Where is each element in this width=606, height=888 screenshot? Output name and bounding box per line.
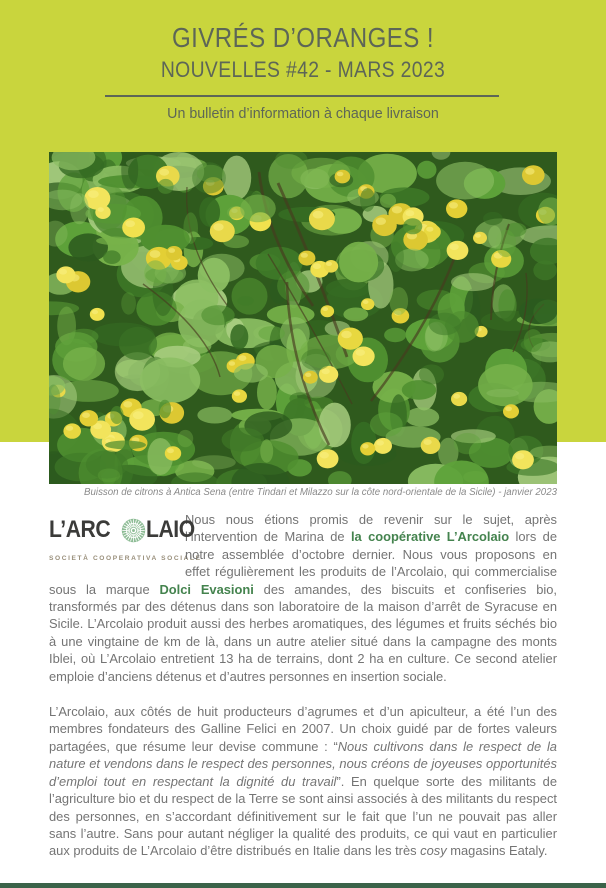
- logo-text-left: L’ARC: [49, 516, 111, 544]
- issue-line: NOUVELLES #42 - MARS 2023: [160, 57, 446, 82]
- logo-text-right: LAIO: [145, 516, 195, 544]
- tagline: Un bulletin d’information à chaque livraison: [167, 105, 439, 122]
- article-body: [49, 511, 557, 878]
- footer-bar: [0, 883, 606, 888]
- lemon-bush-photo: [49, 152, 557, 484]
- arcolaio-logo-wordmark: [49, 513, 195, 547]
- page-title: GIVRÉS D’ORANGES !: [172, 22, 434, 53]
- mandala-sun-icon: [120, 517, 147, 544]
- masthead: [0, 22, 606, 83]
- paragraph-2: L’Arcolaio, aux côtés de huit producteurs d’agrumes et d’un apiculteur, a été l’un des membres fondateurs des Galline Felici en 2007. Un choix guidé par de fortes valeurs partagées, que résume leur devise commune : “Nous cultivons dans le respect de la nature et vendons dans le respect des personnes, nous créons de joyeuses opportunités d’emploi tout en respectant la dignité du travail”. En quelque sorte des militants de l’agriculture bio et du respect de la Terre se sont ainsi associés à des militants du respect des personnes, en s’accordant définitivement sur le fait que l’un ne pouvait pas aller sans l’autre. Sans pour autant négliger la qualité des produits, ce qui vaut en particulier aux produits de L’Arcolaio d’être distribués en Italie dans les très cosy magasins Eataly.: [49, 704, 557, 859]
- paragraph-1: Nous nous étions promis de revenir sur le sujet, après l’intervention de Marina de la coopérative L’Arcolaio lors de notre assemblée d’octobre dernier. Nous vous proposons en effet régulièrement les produits de l’Arcolaio, qui commercialise sous la marque Dolci Evasioni des amandes, des biscuits et confiseries bio, transformés par des détenus dans son laboratoire de la maison d’arrêt de Syracuse en Sicile. L’Arcolaio produit aussi des herbes aromatiques, des légumes et fruits séchés bio à une vingtaine de km de là, dans un autre atelier situé dans la campagne des monts Iblei, où L’Arcolaio entretient 13 ha de terrains, dont 2 ha en culture. Ce second atelier emploie d’anciens détenus et d’autres personnes en insertion sociale.: [49, 512, 557, 684]
- masthead-divider: [105, 95, 499, 97]
- photo-caption: Buisson de citrons à Antica Sena (entre Tindari et Milazzo sur la côte nord-orientale de la Sicile) - janvier 2023: [84, 487, 558, 498]
- arcolaio-logo: [49, 513, 202, 563]
- logo-subtitle: SOCIETÀ COOPERATIVA SOCIALE: [49, 555, 202, 562]
